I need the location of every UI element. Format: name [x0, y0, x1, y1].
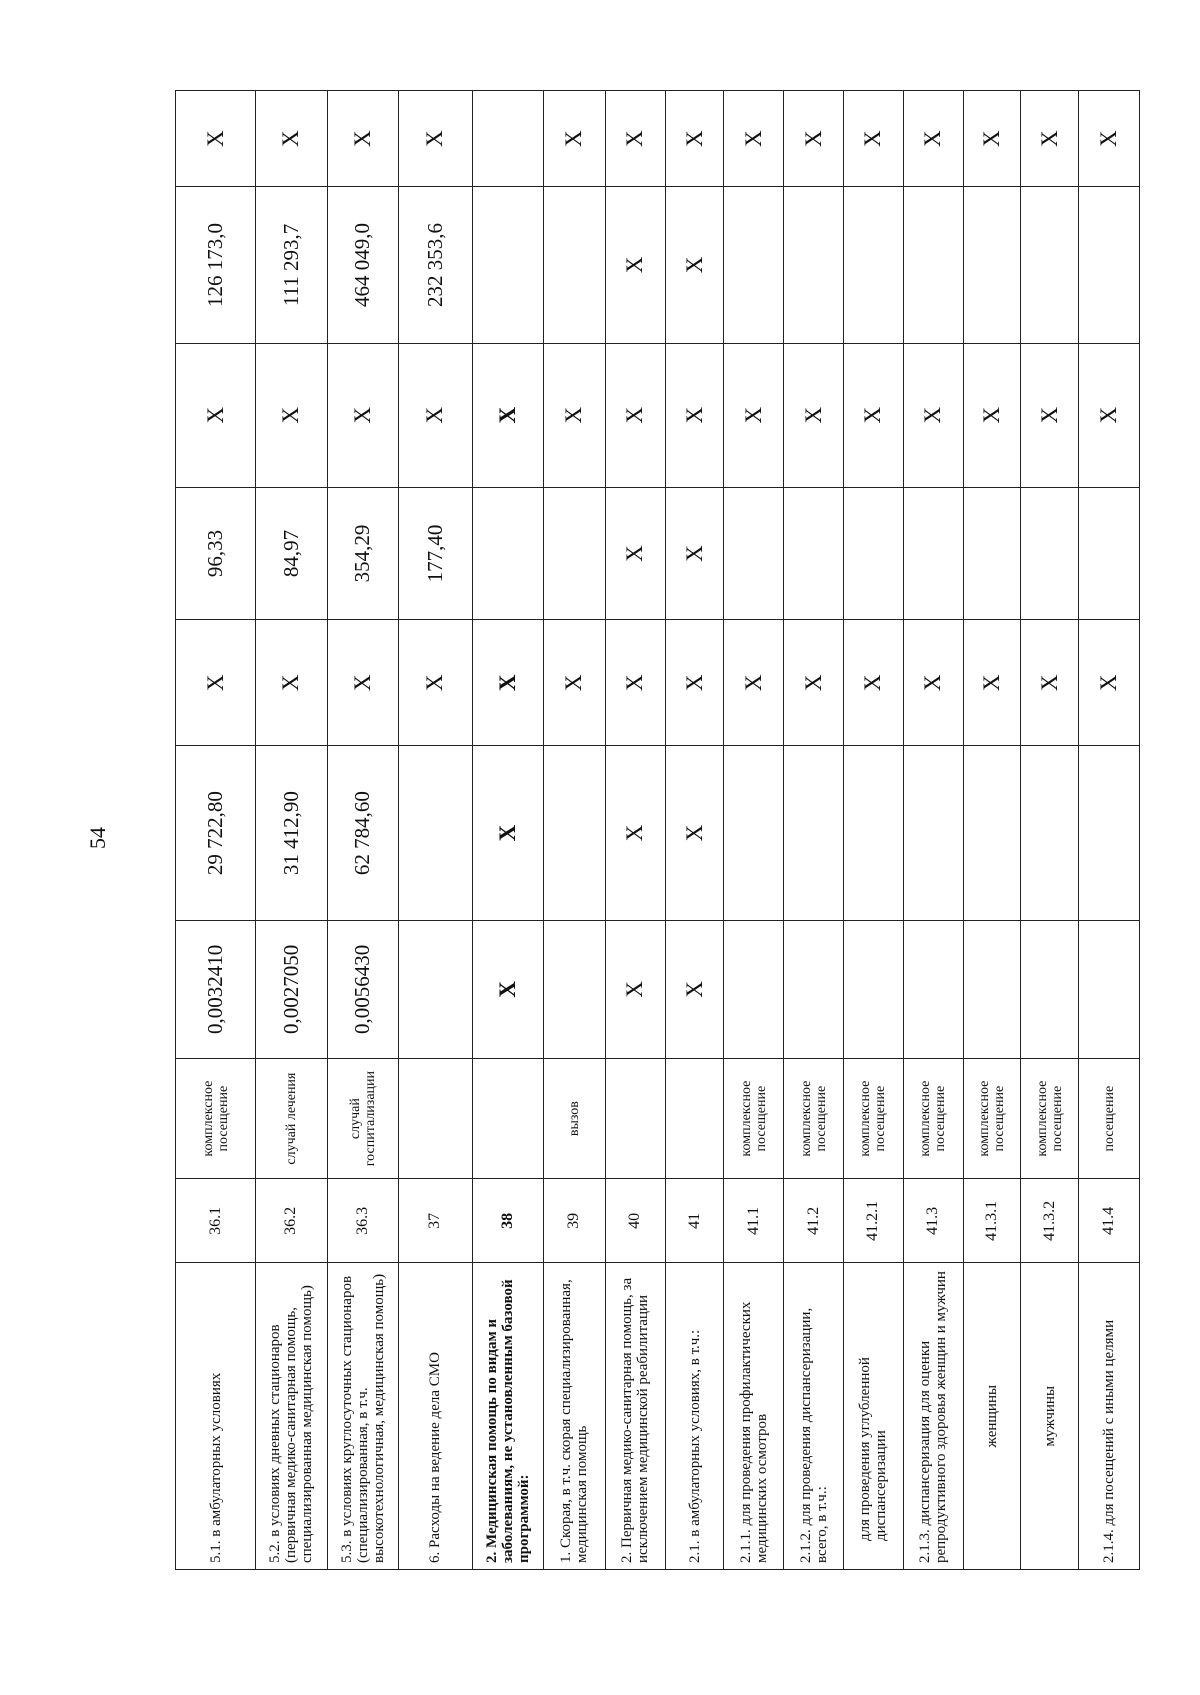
cell-col6: X: [665, 620, 724, 746]
row-name: 6. Расходы на ведение дела СМО: [398, 1263, 472, 1570]
cell-col4: [544, 920, 606, 1058]
row-unit: комплексное посещение: [844, 1059, 904, 1179]
row-unit: [665, 1059, 724, 1179]
row-name: 2.1.2. для проведения диспансеризации, всего, в т.ч.:: [784, 1263, 844, 1570]
table-row: [903, 91, 963, 1570]
cell-col4: [1079, 920, 1140, 1058]
row-unit: вызов: [544, 1059, 606, 1179]
cell-col9: [544, 187, 606, 343]
cell-col7: 177,40: [398, 487, 472, 619]
row-unit: комплексное посещение: [963, 1059, 1021, 1179]
cell-col9: 232 353,6: [398, 187, 472, 343]
cell-col8: X: [176, 343, 256, 487]
cell-col4: [903, 920, 963, 1058]
table-row: [544, 91, 606, 1570]
cell-col10: [472, 91, 543, 187]
table-row: [784, 91, 844, 1570]
cell-col4: [1021, 920, 1079, 1058]
cell-col5: [963, 746, 1021, 920]
row-code: 38: [472, 1179, 543, 1263]
cell-col8: X: [724, 343, 784, 487]
cell-col4: X: [665, 920, 724, 1058]
cell-col5: [1021, 746, 1079, 920]
table-row: [1021, 91, 1079, 1570]
cell-col5: [784, 746, 844, 920]
row-name: 2.1.3. диспансеризация для оценки репродуктивного здоровья женщин и мужчин: [903, 1263, 963, 1570]
row-name: 2. Первичная медико-санитарная помощь, за исключением медицинской реабилитации: [605, 1263, 665, 1570]
row-name: 2.1.1. для проведения профилактических медицинских осмотров: [724, 1263, 784, 1570]
cell-col4: [963, 920, 1021, 1058]
cell-col7: 96,33: [176, 487, 256, 619]
row-name: 5.2. в условиях дневных стационаров (первичная медико-санитарная помощь, специализированная медицинская помощь): [256, 1263, 327, 1570]
cell-col9: 464 049,0: [327, 187, 398, 343]
cell-col4: [724, 920, 784, 1058]
row-code: 36.2: [256, 1179, 327, 1263]
cell-col9: [472, 187, 543, 343]
cell-col9: X: [605, 187, 665, 343]
row-code: 37: [398, 1179, 472, 1263]
cell-col5: X: [665, 746, 724, 920]
cell-col8: X: [327, 343, 398, 487]
row-unit: комплексное посещение: [176, 1059, 256, 1179]
row-unit: посещение: [1079, 1059, 1140, 1179]
table-row: [963, 91, 1021, 1570]
cell-col4: [844, 920, 904, 1058]
cell-col7: 84,97: [256, 487, 327, 619]
table-row: [472, 91, 543, 1570]
row-code: 40: [605, 1179, 665, 1263]
cell-col8: X: [605, 343, 665, 487]
cell-col10: X: [398, 91, 472, 187]
cell-col8: X: [665, 343, 724, 487]
cell-col7: [1079, 487, 1140, 619]
cell-col5: [544, 746, 606, 920]
page-number: 54: [85, 827, 110, 849]
table-row: [665, 91, 724, 1570]
cell-col7: [472, 487, 543, 619]
row-name: для проведения углубленной диспансеризации: [844, 1263, 904, 1570]
table-row: [256, 91, 327, 1570]
row-code: 41: [665, 1179, 724, 1263]
table-row: [844, 91, 904, 1570]
rotated-table-container: [175, 90, 1140, 1570]
row-code: 41.2: [784, 1179, 844, 1263]
cell-col10: X: [176, 91, 256, 187]
data-table: [175, 90, 1140, 1570]
cell-col6: X: [256, 620, 327, 746]
cell-col5: [724, 746, 784, 920]
cell-col6: X: [605, 620, 665, 746]
cell-col4: [784, 920, 844, 1058]
table-row: [176, 91, 256, 1570]
cell-col7: 354,29: [327, 487, 398, 619]
cell-col5: [398, 746, 472, 920]
row-name: женщины: [963, 1263, 1021, 1570]
cell-col9: [1079, 187, 1140, 343]
cell-col5: 29 722,80: [176, 746, 256, 920]
cell-col4: 0,0032410: [176, 920, 256, 1058]
row-code: 41.1: [724, 1179, 784, 1263]
cell-col9: [844, 187, 904, 343]
cell-col9: X: [665, 187, 724, 343]
row-code: 41.2.1: [844, 1179, 904, 1263]
cell-col10: X: [544, 91, 606, 187]
row-code: 41.3.1: [963, 1179, 1021, 1263]
row-code: 39: [544, 1179, 606, 1263]
cell-col9: [963, 187, 1021, 343]
row-code: 36.3: [327, 1179, 398, 1263]
cell-col10: X: [665, 91, 724, 187]
row-code: 36.1: [176, 1179, 256, 1263]
row-name: 2. Медицинская помощь по видам и заболеваниям, не установленным базовой программой:: [472, 1263, 543, 1570]
row-unit: [605, 1059, 665, 1179]
cell-col9: [1021, 187, 1079, 343]
cell-col6: X: [724, 620, 784, 746]
cell-col7: [844, 487, 904, 619]
cell-col5: X: [605, 746, 665, 920]
cell-col10: X: [903, 91, 963, 187]
cell-col6: X: [398, 620, 472, 746]
cell-col7: X: [605, 487, 665, 619]
cell-col7: [544, 487, 606, 619]
row-name: 5.3. в условиях круглосуточных стационаров (специализированная, в т.ч. высокотехнологичная, медицинская помощь): [327, 1263, 398, 1570]
cell-col7: [784, 487, 844, 619]
cell-col10: X: [256, 91, 327, 187]
row-name: 1. Скорая, в т.ч. скорая специализированная, медицинская помощь: [544, 1263, 606, 1570]
cell-col10: X: [605, 91, 665, 187]
cell-col6: X: [784, 620, 844, 746]
row-name: 2.1.4. для посещений с иными целями: [1079, 1263, 1140, 1570]
cell-col7: [1021, 487, 1079, 619]
row-code: 41.4: [1079, 1179, 1140, 1263]
cell-col6: X: [544, 620, 606, 746]
cell-col10: X: [327, 91, 398, 187]
row-unit: комплексное посещение: [903, 1059, 963, 1179]
cell-col10: X: [963, 91, 1021, 187]
cell-col10: X: [1021, 91, 1079, 187]
row-code: 41.3.2: [1021, 1179, 1079, 1263]
table-row: [605, 91, 665, 1570]
row-unit: случай лечения: [256, 1059, 327, 1179]
row-unit: [472, 1059, 543, 1179]
cell-col4: 0,0027050: [256, 920, 327, 1058]
cell-col10: X: [724, 91, 784, 187]
table-row: [1079, 91, 1140, 1570]
cell-col8: X: [398, 343, 472, 487]
row-name: 2.1. в амбулаторных условиях, в т.ч.:: [665, 1263, 724, 1570]
cell-col9: [784, 187, 844, 343]
cell-col8: X: [256, 343, 327, 487]
cell-col6: X: [963, 620, 1021, 746]
cell-col7: [963, 487, 1021, 619]
cell-col8: X: [903, 343, 963, 487]
cell-col5: 31 412,90: [256, 746, 327, 920]
cell-col6: X: [176, 620, 256, 746]
table-row: [724, 91, 784, 1570]
cell-col9: 111 293,7: [256, 187, 327, 343]
cell-col7: [903, 487, 963, 619]
cell-col8: X: [963, 343, 1021, 487]
cell-col4: X: [605, 920, 665, 1058]
cell-col4: 0,0056430: [327, 920, 398, 1058]
cell-col10: X: [1079, 91, 1140, 187]
cell-col7: X: [665, 487, 724, 619]
cell-col8: X: [784, 343, 844, 487]
row-name: мужчины: [1021, 1263, 1079, 1570]
cell-col6: X: [903, 620, 963, 746]
cell-col6: X: [1079, 620, 1140, 746]
cell-col7: [724, 487, 784, 619]
cell-col6: X: [472, 620, 543, 746]
cell-col5: [1079, 746, 1140, 920]
cell-col5: [903, 746, 963, 920]
row-unit: [398, 1059, 472, 1179]
cell-col8: X: [1079, 343, 1140, 487]
row-unit: комплексное посещение: [1021, 1059, 1079, 1179]
row-name: 5.1. в амбулаторных условиях: [176, 1263, 256, 1570]
row-unit: случай госпитализации: [327, 1059, 398, 1179]
cell-col8: X: [1021, 343, 1079, 487]
cell-col8: X: [544, 343, 606, 487]
row-unit: комплексное посещение: [784, 1059, 844, 1179]
cell-col5: [844, 746, 904, 920]
cell-col5: X: [472, 746, 543, 920]
cell-col9: [903, 187, 963, 343]
cell-col10: X: [844, 91, 904, 187]
cell-col5: 62 784,60: [327, 746, 398, 920]
cell-col8: X: [472, 343, 543, 487]
table-row: [327, 91, 398, 1570]
cell-col6: X: [327, 620, 398, 746]
cell-col4: X: [472, 920, 543, 1058]
cell-col6: X: [844, 620, 904, 746]
table-row: [398, 91, 472, 1570]
cell-col6: X: [1021, 620, 1079, 746]
cell-col9: [724, 187, 784, 343]
cell-col10: X: [784, 91, 844, 187]
row-unit: комплексное посещение: [724, 1059, 784, 1179]
cell-col4: [398, 920, 472, 1058]
row-code: 41.3: [903, 1179, 963, 1263]
cell-col8: X: [844, 343, 904, 487]
cell-col9: 126 173,0: [176, 187, 256, 343]
